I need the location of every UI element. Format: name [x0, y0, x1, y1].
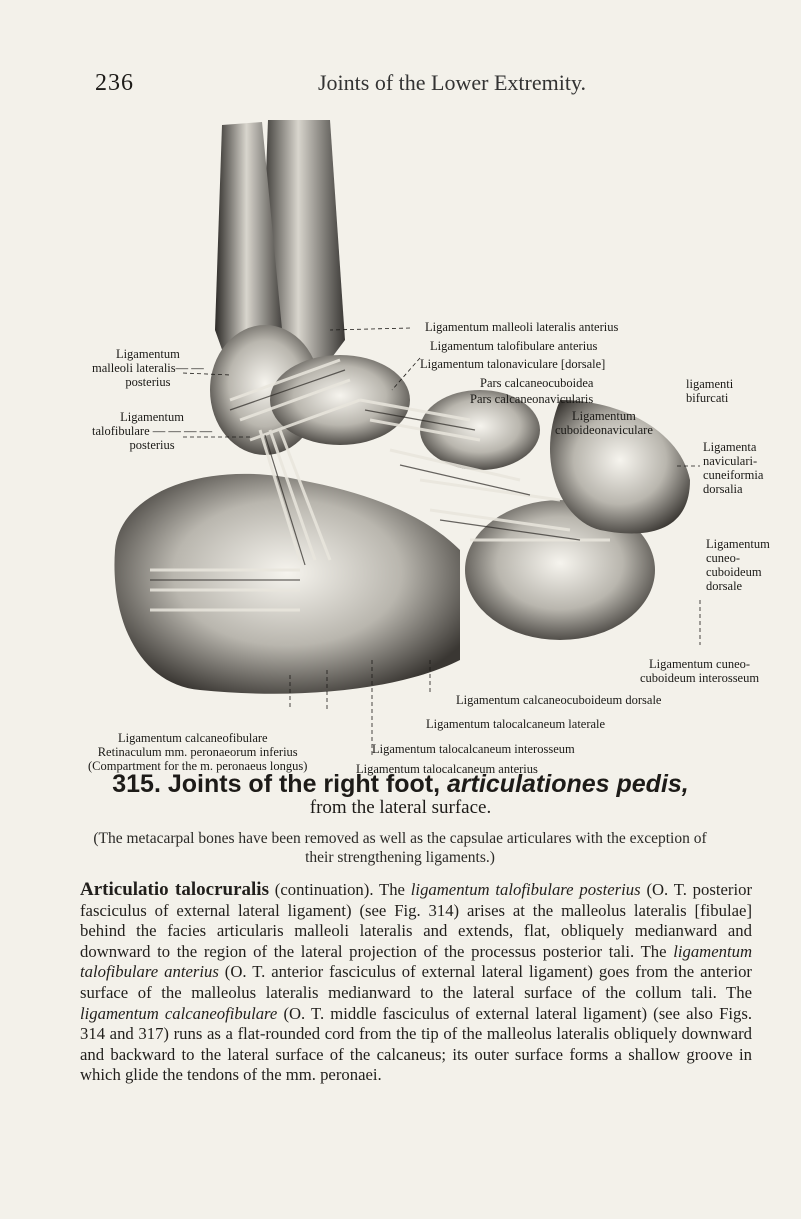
figure-caption — [0, 770, 801, 799]
running-title: Joints of the Lower Extremity. — [318, 70, 587, 95]
term-talofibulare-anterius: ligamentum talofibulare anterius — [80, 941, 752, 982]
label-lig-calcaneofib: Ligamentum calcaneofibulare — [118, 731, 268, 745]
label-lig-talocalc-interos: Ligamentum talocalcaneum interosseum — [372, 742, 575, 756]
figure-number: 315. — [112, 770, 161, 798]
label-lig-malleoli-lat-post: Ligamentum malleoli lateralis— — posterius — [92, 347, 204, 389]
term-calcaneofibulare: ligamentum calcaneofibulare — [80, 1003, 278, 1023]
label-lig-cuneocub-inter: Ligamentum cuneo- cuboideum interosseum — [640, 657, 760, 685]
label-lig-malleoli-lat-ant: Ligamentum malleoli lateralis anterius — [425, 320, 619, 334]
label-lig-talocalc-ant: Ligamentum talocalcaneum anterius — [356, 762, 538, 776]
label-lig-talonav: Ligamentum talonaviculare [dorsale] — [420, 357, 606, 371]
body-paragraph: Articulatio talocruralis (continuation). The ligamentum talofibulare posterius (O. T. posterior fasciculus of external lateral ligament) (see Fig. 314) arises at the malleolus lateralis [fibulae] behind the facies articularis malleoli lateralis and extends, flat, obliquely medianward and downward to the region of the lateral projection of the processus posterior tali. The ligamentum talofibulare anterius (O. T. anterior fasciculus of external lateral ligament) goes from the anterior surface of the malleolus lateralis medianward to the lateral surface of the collum tali. The ligamentum calcaneofibulare (O. T. middle fasciculus of external lateral ligament) (see also Figs. 314 and 317) runs as a flat-rounded cord from the tip of the malleolus lateralis obliquely downward and backward to the lateral surface of the calcaneus; its outer surface forms a shallow groove in which glide the tendons of the mm. peronaei. — [80, 879, 752, 1085]
label-ligg-navic-cunei: Ligamenta naviculari- cuneiformia dorsalia — [703, 440, 764, 496]
figure-latin-title: articulationes pedis, — [447, 770, 689, 798]
label-lig-bifurcati: ligamenti bifurcati — [686, 377, 734, 405]
term-talofibulare-posterius: ligamentum talofibulare posterius — [410, 880, 641, 899]
label-retinaculum: Retinaculum mm. peronaeorum inferius (Compartment for the m. peronaeus longus) — [88, 745, 308, 773]
label-lig-talocalc-lat: Ligamentum talocalcaneum laterale — [426, 717, 606, 731]
label-pars-calcaneocuboidea: Pars calcaneocuboidea — [480, 376, 594, 390]
label-pars-calcaneonavicularis: Pars calcaneonavicularis — [470, 392, 594, 406]
page-number: 236 — [95, 70, 134, 96]
label-lig-cuneocub-dors: Ligamentum cuneo- cuboideum dorsale — [706, 537, 770, 593]
section-heading: Articulatio talocruralis — [80, 879, 269, 900]
figure-title: Joints of the right foot, — [167, 770, 441, 798]
figure-subtitle: from the lateral surface. — [309, 797, 492, 818]
label-lig-talofib-ant: Ligamentum talofibulare anterius — [430, 339, 598, 353]
figure-note: (The metacarpal bones have been removed as well as the capsulae articulares with the exception of their strengthening ligaments.) — [93, 830, 707, 866]
label-lig-cuboideonav: Ligamentum cuboideonaviculare — [555, 409, 653, 437]
label-lig-calcaneocub-dors: Ligamentum calcaneocuboideum dorsale — [456, 693, 662, 707]
label-lig-talofib-post: Ligamentum talofibulare — — — — posterius — [92, 410, 213, 452]
